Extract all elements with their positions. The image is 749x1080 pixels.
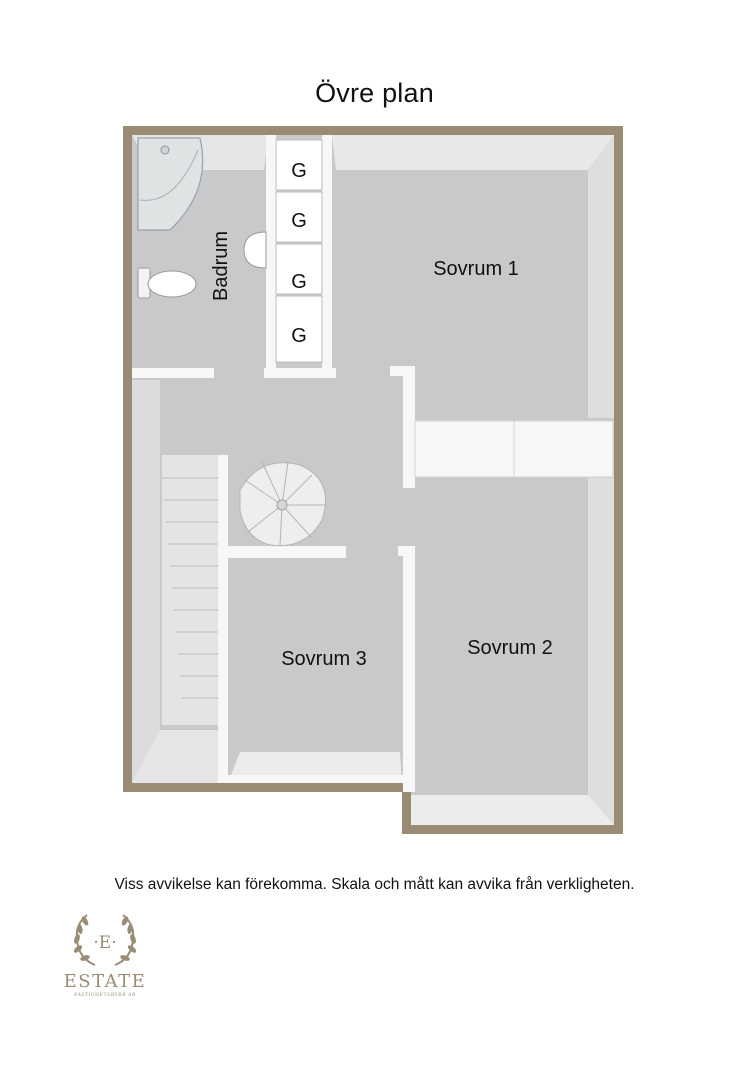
bedroom2-bottom-shade xyxy=(411,795,614,825)
floor-title: Övre plan xyxy=(315,78,434,108)
estate-logo xyxy=(50,905,160,1005)
bedroom1-left-wall-cap xyxy=(390,366,410,376)
bedroom1-side-shade xyxy=(588,135,614,418)
logo-monogram: ·E· xyxy=(93,933,117,953)
bedroom1-wall-shade xyxy=(332,135,614,170)
logo-subtitle: FASTIGHETSBYRÅ AB xyxy=(74,993,136,998)
room-label-bathroom: Badrum xyxy=(210,230,232,302)
room-label-bedroom2: Sovrum 2 xyxy=(467,637,553,659)
wardrobe-label: G xyxy=(291,325,307,347)
room-label-bedroom1: Sovrum 1 xyxy=(433,258,519,280)
corridor-left-shade xyxy=(132,380,160,783)
stair-right-wall xyxy=(218,455,228,783)
bedroom2-left-cap xyxy=(398,546,414,556)
wardrobe-label: G xyxy=(291,160,307,182)
wardrobe-group xyxy=(276,140,322,362)
disclaimer-text: Viss avvikelse kan förekomma. Skala och mått kan avvika från verkligheten. xyxy=(114,876,635,893)
wardrobe-label: G xyxy=(291,210,307,232)
bathroom-bottom-wall xyxy=(132,368,214,378)
staircase-icon xyxy=(162,455,218,725)
laurel-wreath-icon xyxy=(65,909,145,971)
wardrobe-label: G xyxy=(291,271,307,293)
bedroom1-left-wall xyxy=(403,366,415,488)
bathroom-right-wall xyxy=(266,135,276,370)
wardrobe-right-wall xyxy=(322,135,332,375)
bedroom3-top-wall xyxy=(228,546,346,558)
bedroom2-left-wall xyxy=(403,546,415,792)
logo-name: ESTATE xyxy=(63,971,147,992)
room-label-bedroom3: Sovrum 3 xyxy=(281,648,367,670)
bedroom3-bottom-wall xyxy=(228,775,406,783)
bedroom2-side-shade xyxy=(588,478,614,825)
